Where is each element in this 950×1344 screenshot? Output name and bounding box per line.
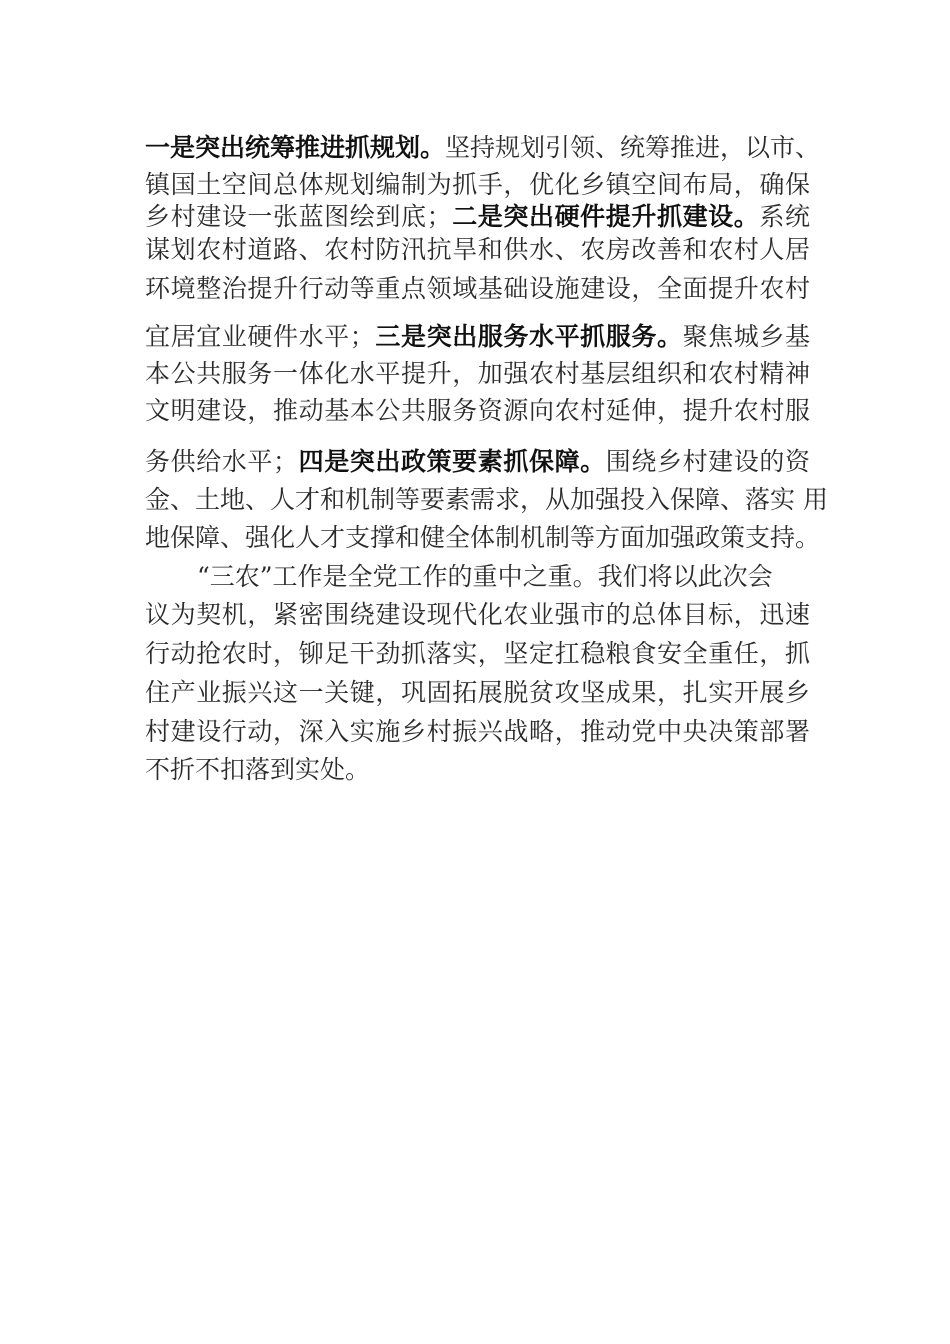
text-run: 谋划农村道路、农村防汛抗旱和供水、农房改善和农村人居 — [145, 235, 810, 264]
text-line — [145, 483, 828, 517]
text-line — [145, 753, 810, 787]
text-run: 议为契机，紧密围绕建设现代化农业强市的总体目标，迅速 — [145, 600, 810, 629]
bold-heading-run: 一是突出统筹推进抓规划。 — [145, 133, 446, 162]
text-run: 金、土地、人才和机制等要素需求，从加强投入保障、落实 用 — [145, 485, 828, 514]
text-line — [145, 598, 810, 632]
text-run: 行动抢农时，铆足干劲抓落实，坚定扛稳粮食安全重任，抓 — [145, 639, 810, 668]
text-run: 文明建设，推动基本公共服务资源向农村延伸，提升农村服 — [145, 396, 810, 425]
text-run: 宜居宜业硬件水平； — [145, 322, 375, 351]
bold-heading-run: 二是突出硬件提升抓建设。 — [451, 202, 760, 231]
text-line — [145, 200, 810, 234]
text-run: 村建设行动，深入实施乡村振兴战略，推动党中央决策部署 — [145, 717, 810, 746]
text-run: 住产业振兴这一关键，巩固拓展脱贫攻坚成果，扎实开展乡 — [145, 678, 810, 707]
text-line — [145, 272, 810, 306]
text-run: 系统 — [759, 202, 810, 231]
text-run: 环境整治提升行动等重点领域基础设施建设，全面提升农村 — [145, 274, 810, 303]
text-run: 聚焦城乡基 — [682, 322, 810, 351]
text-line — [145, 168, 810, 202]
bold-heading-run: 三是突出服务水平抓服务。 — [374, 322, 683, 351]
text-line — [145, 676, 810, 710]
text-run: 地保障、强化人才支撑和健全体制机制等方面加强政策支持。 — [145, 523, 821, 552]
text-line — [145, 445, 810, 479]
text-line — [197, 560, 810, 594]
text-run: 不折不扣落到实处。 — [145, 755, 371, 784]
text-line — [145, 394, 810, 428]
text-line — [145, 233, 810, 267]
text-line — [145, 357, 810, 391]
text-run: 乡村建设一张蓝图绘到底； — [145, 202, 452, 231]
text-line — [145, 715, 810, 749]
text-run: 坚持规划引领、统筹推进，以市、 — [445, 133, 821, 162]
text-line — [145, 320, 810, 354]
text-run: “三农”工作是全党工作的重中之重。我们将以此次会 — [197, 562, 773, 591]
text-line — [145, 637, 810, 671]
text-line — [145, 131, 821, 165]
text-run: 围绕乡村建设的资 — [605, 447, 810, 476]
text-run: 镇国土空间总体规划编制为抓手，优化乡镇空间布局，确保 — [145, 170, 810, 199]
text-run: 务供给水平； — [145, 447, 298, 476]
bold-heading-run: 四是突出政策要素抓保障。 — [298, 447, 606, 476]
text-line — [145, 521, 821, 555]
text-run: 本公共服务一体化水平提升，加强农村基层组织和农村精神 — [145, 359, 810, 388]
